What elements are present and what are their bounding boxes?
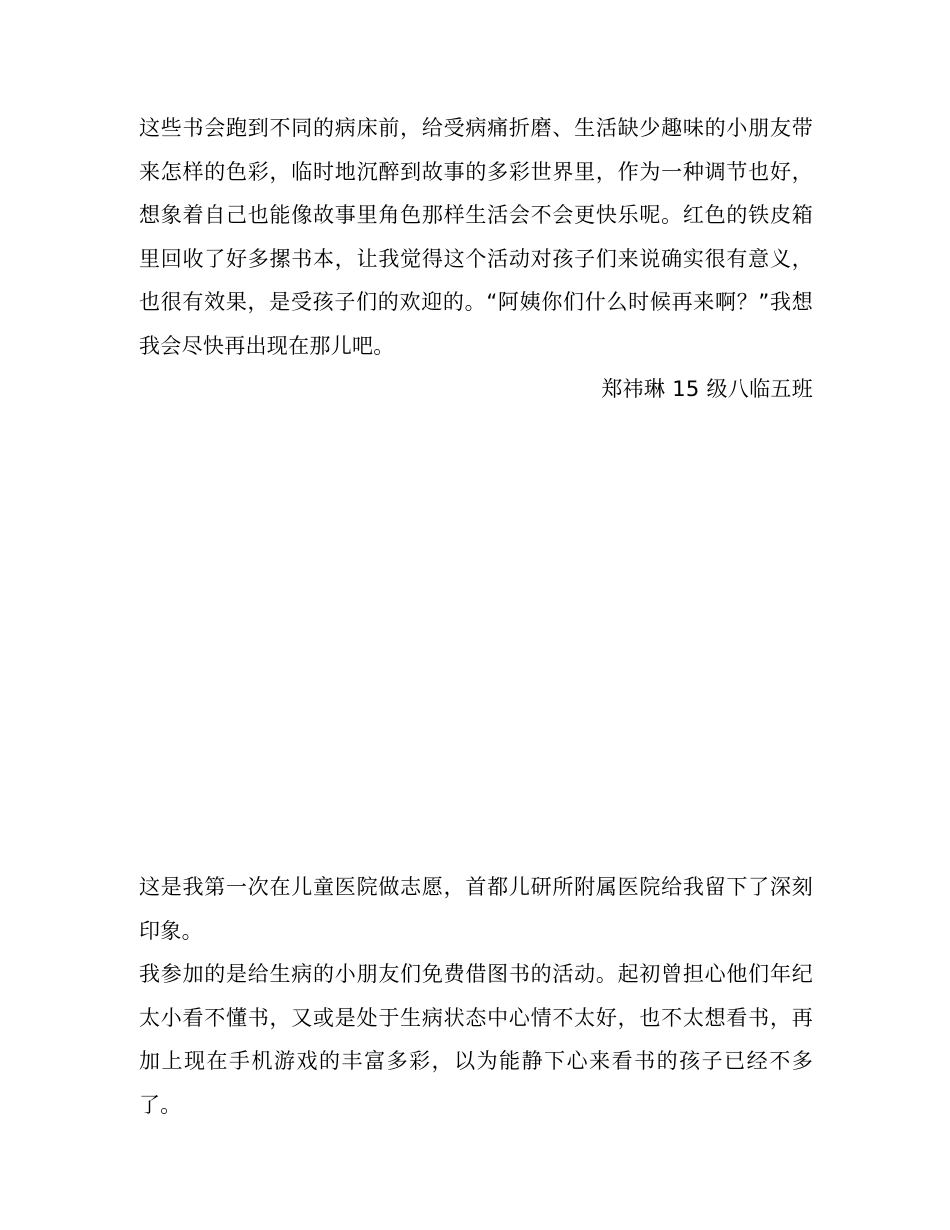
author-signature: 郑祎琳 15 级八临五班 bbox=[601, 377, 813, 401]
essay-section-1 bbox=[139, 107, 813, 412]
essay-section-2 bbox=[139, 866, 813, 1127]
essay-paragraph-activity: 我参加的是给生病的小朋友们免费借图书的活动。起初曾担心他们年纪太小看不懂书，又或是处于生病状态中心情不太好，也不太想看书，再加上现在手机游戏的丰富多彩，以为能静下心来看书的孩子已经不多了。 bbox=[139, 962, 813, 1117]
essay-paragraph-intro: 这是我第一次在儿童医院做志愿，首都儿研所附属医院给我留下了深刻印象。 bbox=[139, 875, 813, 943]
essay-paragraph: 这些书会跑到不同的病床前，给受病痛折磨、生活缺少趣味的小朋友带来怎样的色彩，临时地沉醉到故事的多彩世界里，作为一种调节也好，想象着自己也能像故事里角色那样生活会不会更快乐呢。红色的铁皮箱里回收了好多摞书本，让我觉得这个活动对孩子们来说确实很有意义，也很有效果，是受孩子们的欢迎的。“阿姨你们什么时候再来啊？”我想我会尽快再出现在那儿吧。 bbox=[139, 116, 813, 358]
